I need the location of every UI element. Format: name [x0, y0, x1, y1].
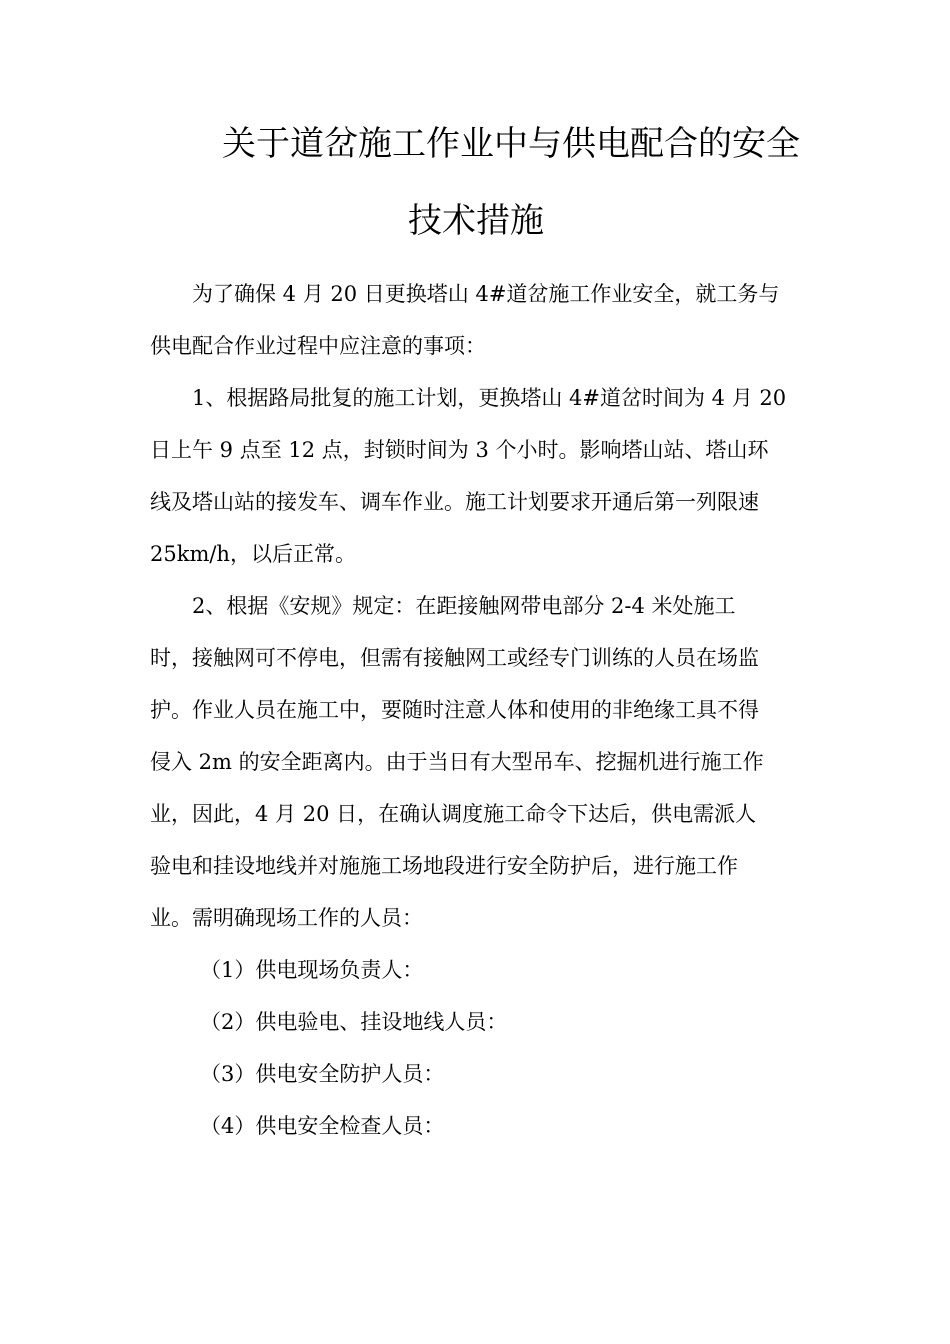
section2-line-1: 2、根据《安规》规定：在距接触网带电部分 2-4 米处施工	[192, 594, 736, 618]
personnel-item: （2）供电验电、挂设地线人员：	[200, 1010, 508, 1034]
section2-line-7: 业。需明确现场工作的人员：	[150, 906, 423, 930]
personnel-item: （1）供电现场负责人：	[200, 958, 424, 982]
section2-line-6: 验电和挂设地线并对施施工场地段进行安全防护后，进行施工作	[150, 854, 738, 878]
section1-line-4: 25km/h，以后正常。	[150, 542, 356, 566]
section2-line-4: 侵入 2m 的安全距离内。由于当日有大型吊车、挖掘机进行施工作	[150, 750, 764, 774]
personnel-item: （3）供电安全防护人员：	[200, 1062, 445, 1086]
section2-line-2: 时，接触网可不停电，但需有接触网工或经专门训练的人员在场监	[150, 646, 759, 670]
document-title-line-2: 技术措施	[408, 201, 544, 241]
intro-line-1: 为了确保 4 月 20 日更换塔山 4#道岔施工作业安全，就工务与	[192, 282, 780, 306]
personnel-item: （4）供电安全检查人员：	[200, 1114, 445, 1138]
document-title-line-1: 关于道岔施工作业中与供电配合的安全	[222, 124, 800, 164]
section1-line-1: 1、根据路局批复的施工计划，更换塔山 4#道岔时间为 4 月 20	[192, 386, 787, 410]
section2-line-5: 业，因此，4 月 20 日，在确认调度施工命令下达后，供电需派人	[150, 802, 757, 826]
intro-line-2: 供电配合作业过程中应注意的事项：	[150, 334, 486, 358]
section1-line-3: 线及塔山站的接发车、调车作业。施工计划要求开通后第一列限速	[150, 490, 759, 514]
section1-line-2: 日上午 9 点至 12 点，封锁时间为 3 个小时。影响塔山站、塔山环	[150, 438, 769, 462]
section2-line-3: 护。作业人员在施工中，要随时注意人体和使用的非绝缘工具不得	[150, 698, 759, 722]
